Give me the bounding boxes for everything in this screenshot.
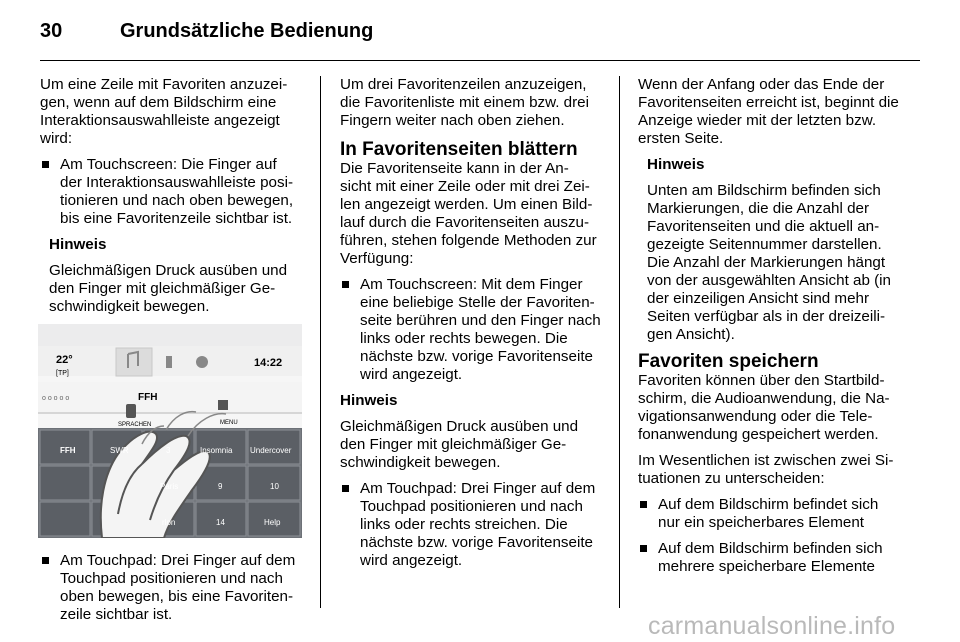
col1-bullet1-text: Am Touchscreen: Die Finger auf der Interaktionsauswahlleiste posi‐ tionieren und nach oben bewegen, bis eine Favoritenzeile sichtbar ist.: [60, 156, 294, 227]
section-heading-favoriten-speichern: Favoriten speichern: [638, 351, 819, 372]
figure-tp-label: [TP]: [56, 370, 69, 377]
bullet-square-icon: [342, 485, 349, 492]
favorite-9: 9: [218, 482, 223, 491]
col1-bullet-touchpad: [40, 552, 302, 624]
col2-paragraph: Die Favoritenseite kann in der An‐ sicht mit einer Zeile oder mit drei Zei‐ len angezeigt werden. Um einen Bild‐ lauf durch die Favoritenseiten auszu‐ führen, stehen folgende Methoden zur Verfügung:: [340, 160, 597, 267]
favorite-ffh: FFH: [60, 446, 76, 455]
col3-hint-title: Hinweis: [647, 156, 705, 173]
page-title: Grundsätzliche Bedienung: [120, 20, 374, 42]
col3-intro: Wenn der Anfang oder das Ende der Favoritenseiten erreicht ist, beginnt die Anzeige wieder mit der letzten bzw. ersten Seite.: [638, 76, 899, 147]
section-heading-favoritenseiten: In Favoritenseiten blättern: [340, 139, 578, 160]
col2-bullet2-text: Am Touchpad: Drei Finger auf dem Touchpad positionieren und nach links oder rechts streichen. Die nächste bzw. vorige Favoritenseite wird angezeigt.: [360, 480, 596, 569]
bullet-square-icon: [640, 545, 647, 552]
column-divider-1: [320, 76, 321, 608]
col2-bullet-touchscreen: [340, 276, 602, 384]
figure-menu-label: MENU: [220, 420, 238, 426]
col1-bullet-touchscreen: [40, 156, 302, 228]
favorite-swr: SWR: [110, 446, 129, 455]
favorite-10: 10: [270, 482, 279, 491]
col2-hint-text: Gleichmäßigen Druck ausüben und den Finger mit gleichmäßiger Ge‐ schwindigkeit bewegen.: [340, 418, 579, 471]
favorite-14: 14: [216, 518, 225, 527]
col1-hint-title: Hinweis: [49, 236, 107, 253]
col2-hint-title: Hinweis: [340, 392, 398, 409]
page-header: [40, 14, 920, 58]
col1-hint-text: Gleichmäßigen Druck ausüben und den Finger mit gleichmäßiger Ge‐ schwindigkeit bewegen.: [49, 262, 288, 315]
col3-paragraph-2: Im Wesentlichen ist zwischen zwei Si‐ tuationen zu unterscheiden:: [638, 452, 894, 487]
bullet-square-icon: [342, 281, 349, 288]
column-divider-2: [619, 76, 620, 608]
favorite-rlon: rlon: [162, 518, 176, 527]
col3-bullet-multiple-elements: [638, 540, 900, 576]
col2-intro: Um drei Favoritenzeilen anzuzeigen, die Favoritenliste mit einem bzw. drei Fingern weiter nach oben ziehen.: [340, 76, 590, 129]
figure-temperature: 22°: [56, 354, 73, 366]
column-3: [638, 76, 900, 584]
col2-bullet-touchpad: [340, 480, 602, 570]
bullet-square-icon: [640, 501, 647, 508]
col2-bullet1-text: Am Touchscreen: Mit dem Finger eine beliebige Stelle der Favoriten‐ seite berühren und den Finger nach links oder rechts bewegen. Die nächste bzw. vorige Favoritenseite wird angezeigt.: [360, 276, 601, 383]
figure-clock: 14:22: [254, 357, 283, 369]
header-rule: [40, 60, 920, 61]
favorite-help: Help: [264, 518, 281, 527]
touchscreen-illustration: [38, 324, 302, 538]
favorite-paris: Paris: [160, 482, 179, 491]
col3-paragraph-1: Favoriten können über den Startbild‐ schirm, die Audioanwendung, die Na‐ vigationsanwendung oder die Tele‐ fonanwendung gespeichert werden.: [638, 372, 890, 443]
favorite-3: 3: [166, 446, 171, 455]
col1-bullet2-text: Am Touchpad: Drei Finger auf dem Touchpad positionieren und nach oben bewegen, bis eine Favoriten‐ zeile sichtbar ist.: [60, 552, 296, 623]
figure-sprachen-label: SPRACHEN: [118, 422, 152, 428]
bullet-square-icon: [42, 557, 49, 564]
col3-hint-text: Unten am Bildschirm befinden sich Markierungen, die die Anzahl der Favoritenseiten und die aktuell an‐ gezeigte Seitennummer darstellen. Die Anzahl der Markierungen hängt von der ausgewählten Ansicht ab (in der einzeiligen Ansicht sind mehr Seiten verfügbar als in der dreizeili‐ gen Ansicht).: [647, 182, 892, 343]
col3-bullet-single-element: [638, 496, 900, 532]
svg-text:o o o o o: o o o o o: [42, 395, 70, 402]
column-1: [40, 76, 302, 632]
watermark: carmanualsonline.info: [648, 612, 896, 640]
page-number: 30: [40, 20, 63, 42]
bullet-square-icon: [42, 161, 49, 168]
favorite-undercover: Undercover: [250, 446, 292, 455]
col1-intro: Um eine Zeile mit Favoriten anzuzei‐ gen, wenn auf dem Bildschirm eine Interaktionsauswahlleiste angezeigt wird:: [40, 76, 288, 147]
figure-station-name: FFH: [138, 392, 158, 403]
col3-bullet1-text: Auf dem Bildschirm befindet sich nur ein speicherbares Element: [658, 496, 879, 531]
column-2: [340, 76, 602, 578]
favorite-insomnia: Insomnia: [200, 446, 233, 455]
col3-bullet2-text: Auf dem Bildschirm befinden sich mehrere speicherbare Elemente: [658, 540, 883, 575]
